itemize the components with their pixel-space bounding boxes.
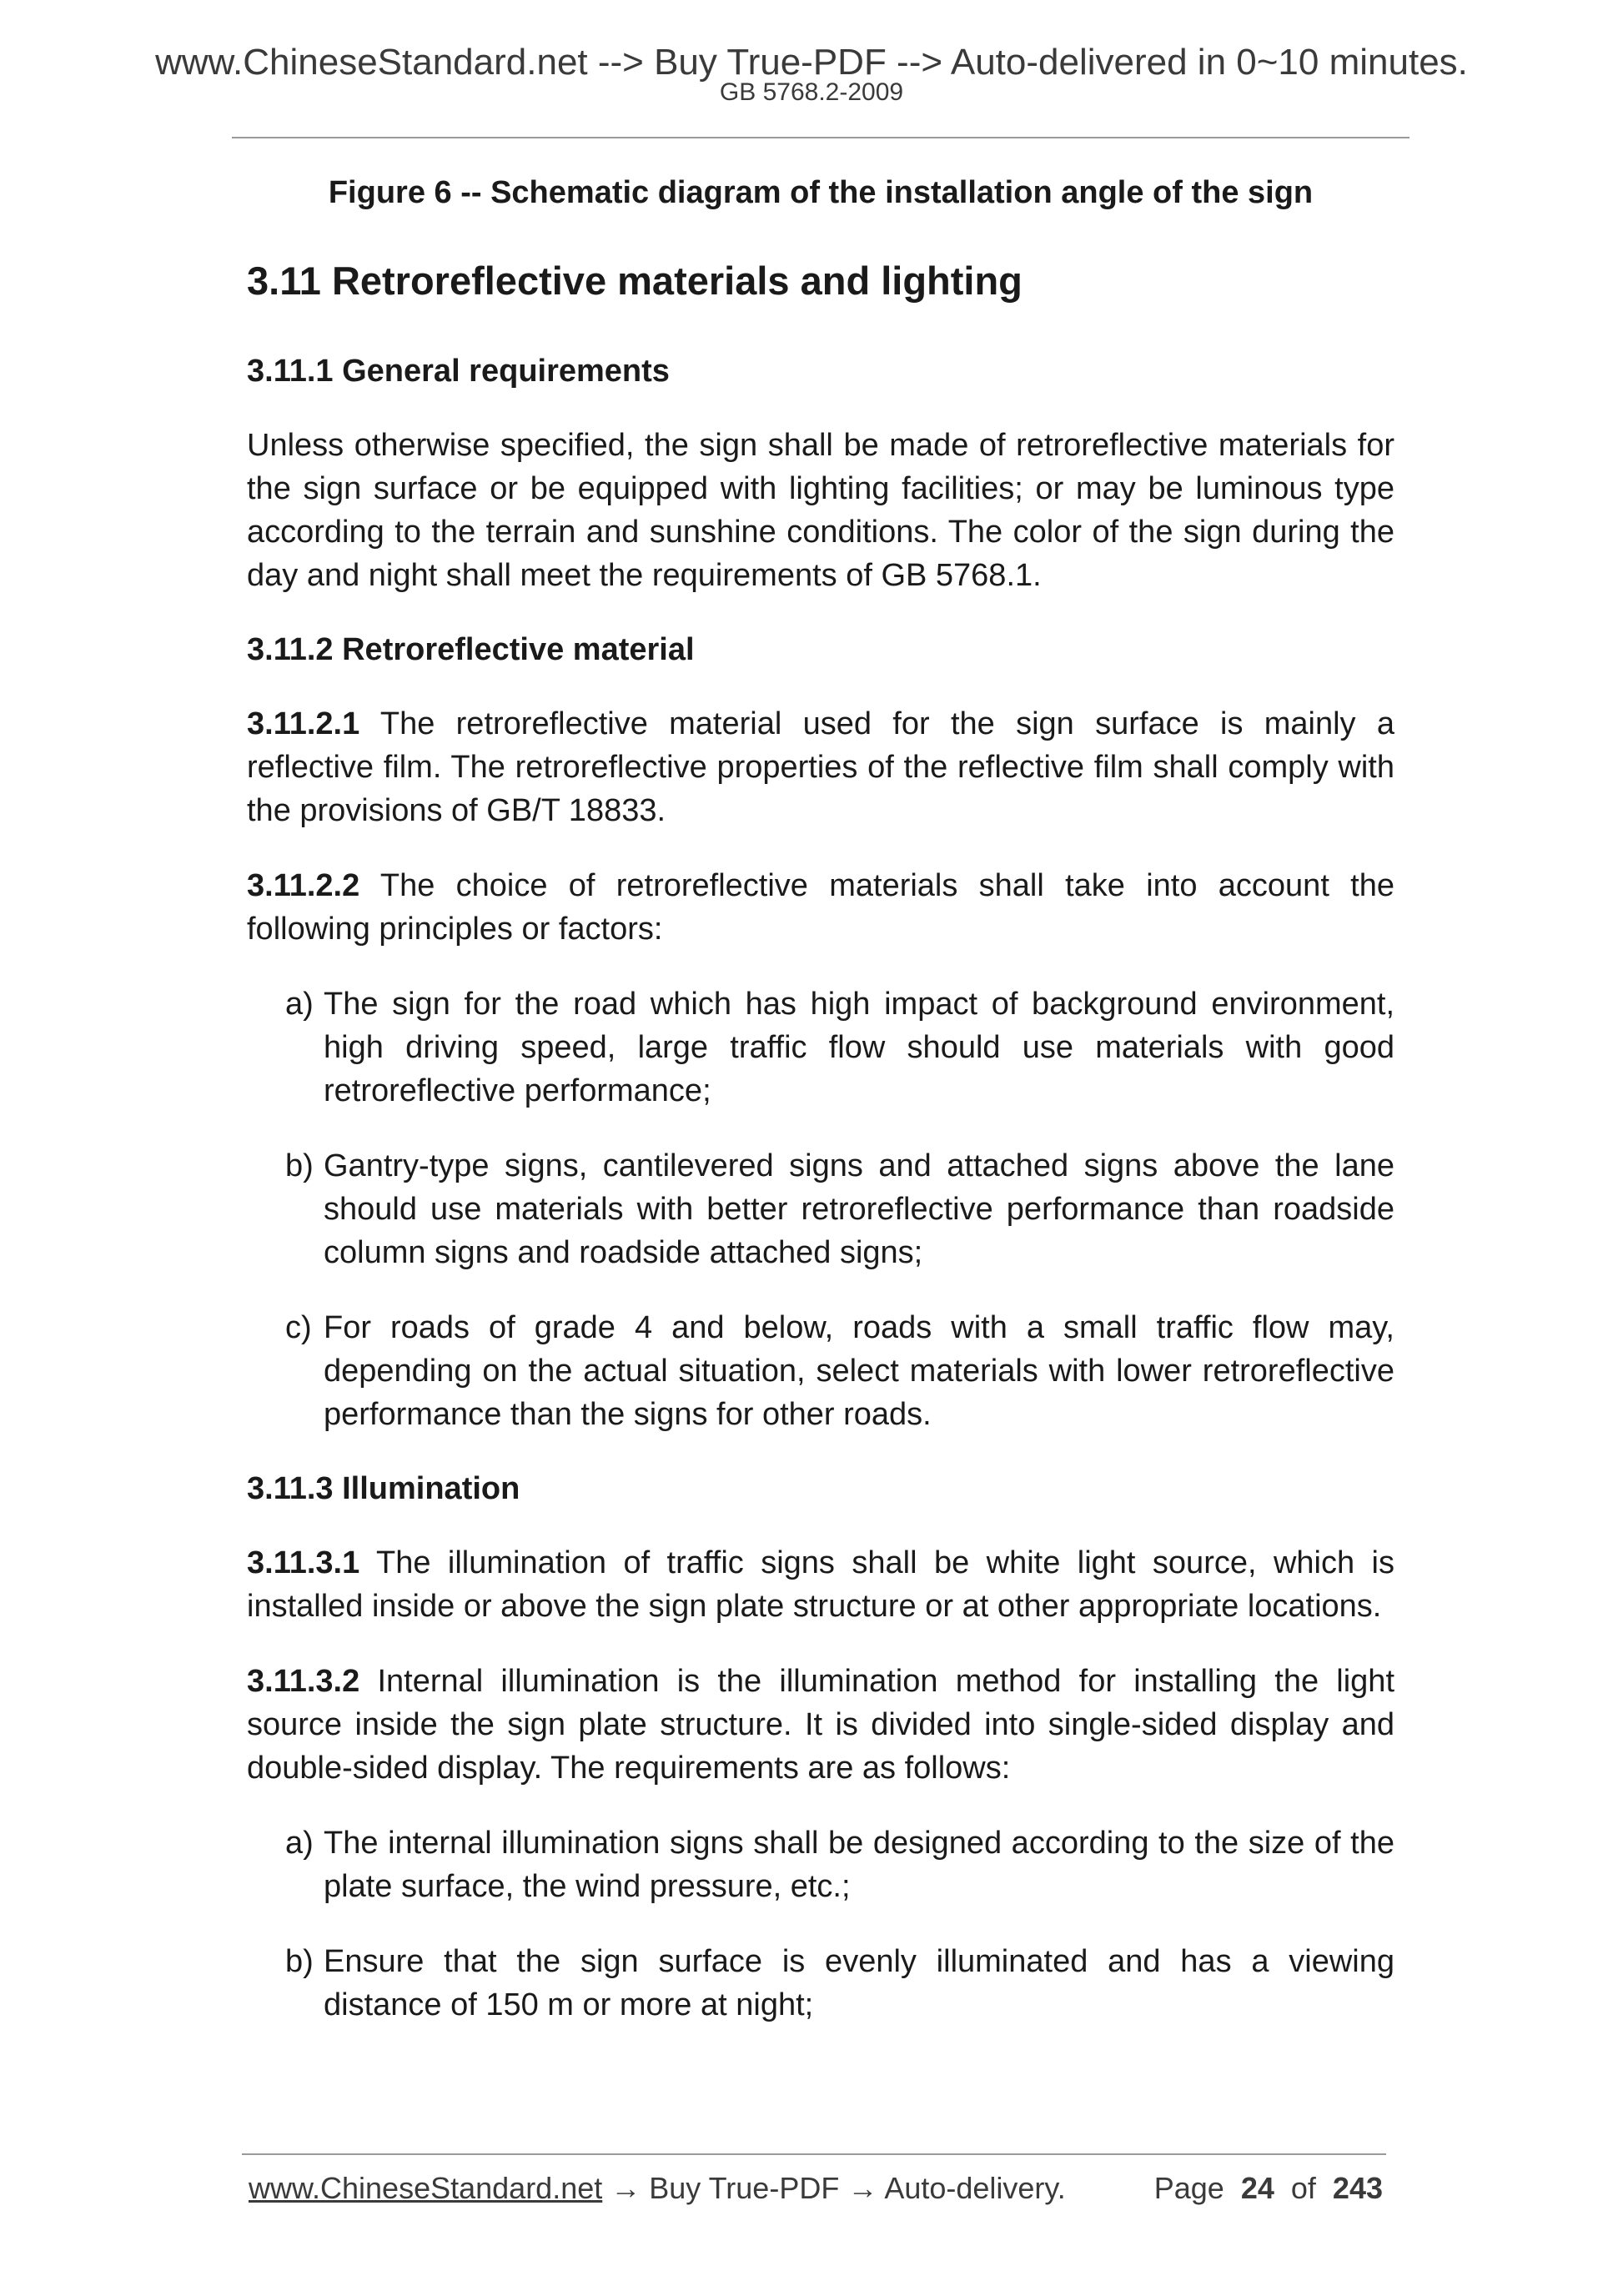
footer-tagline: → Buy True-PDF → Auto-delivery.: [602, 2171, 1066, 2205]
page-number: 24: [1240, 2171, 1274, 2205]
footer-site-link[interactable]: www.ChineseStandard.net: [249, 2171, 603, 2205]
clause-text: The retroreflective material used for the sign surface is mainly a reflective film. The retroreflective properties of the reflective film shall comply with the provisions of GB/T 18833.: [247, 706, 1394, 828]
page-counter: [1154, 2168, 1383, 2208]
clause-number: 3.11.3.1: [247, 1545, 360, 1580]
clause-text: Internal illumination is the illumination method for installing the light source inside the sign plate structure. It is divided into single-sided display and double-sided display. The requirements are as follows:: [247, 1664, 1394, 1786]
clause-3-11-3-1: [247, 1541, 1394, 1628]
general-requirements-text: Unless otherwise specified, the sign shall be made of retroreflective materials for the sign surface or be equipped with lighting facilities; or may be luminous type according to the terrain and sunshine conditions. The color of the sign during the day and night shall meet the requirements of GB 5768.1.: [247, 428, 1394, 593]
clause-3-11-3-2: [247, 1660, 1394, 1790]
list-item-text: Gantry-type signs, cantilevered signs and attached signs above the lane should use materials with better retroreflective performance than roadside column signs and roadside attached signs;: [324, 1148, 1394, 1270]
clause-text: The illumination of traffic signs shall be white light source, which is installed inside or above the sign plate structure or at other appropriate locations.: [247, 1545, 1394, 1624]
retroreflective-material-heading: 3.11.2 Retroreflective material: [247, 632, 695, 667]
list-item: [247, 1306, 1394, 1436]
list-item-text: For roads of grade 4 and below, roads with a small traffic flow may, depending on the actual situation, select materials with lower retroreflective performance than the signs for other roads.: [324, 1310, 1394, 1432]
clause-3-11-2-1: [247, 702, 1394, 832]
figure-caption: Figure 6 -- Schematic diagram of the installation angle of the sign: [328, 175, 1314, 210]
footer-divider: [242, 2153, 1386, 2155]
list-marker: a): [285, 1826, 314, 1861]
clause-number: 3.11.2.1: [247, 706, 360, 741]
list-item-text: The sign for the road which has high impact of background environment, high driving speed, large traffic flow should use materials with good retroreflective performance;: [324, 987, 1394, 1108]
clause-number: 3.11.2.2: [247, 868, 360, 903]
standard-number: GB 5768.2-2009: [719, 78, 904, 106]
list-item: [247, 1940, 1394, 2027]
page-label: Page: [1153, 2171, 1224, 2205]
list-item: [247, 1144, 1394, 1274]
list-marker: a): [285, 987, 314, 1022]
total-pages: 243: [1332, 2171, 1383, 2205]
section-title: 3.11 Retroreflective materials and lighting: [247, 259, 1023, 303]
of-label: of: [1290, 2171, 1316, 2205]
header-banner: www.ChineseStandard.net --> Buy True-PDF --> Auto-delivered in 0~10 minutes.: [155, 42, 1468, 83]
illumination-heading: 3.11.3 Illumination: [247, 1471, 520, 1506]
clause-text: The choice of retroreflective materials shall take into account the following principles or factors:: [247, 868, 1394, 947]
list-marker: b): [285, 1148, 314, 1183]
clause-3-11-2-2: [247, 864, 1394, 951]
list-marker: c): [285, 1310, 312, 1345]
clause-number: 3.11.3.2: [247, 1664, 360, 1699]
list-item-text: The internal illumination signs shall be designed according to the size of the plate surface, the wind pressure, etc.;: [324, 1826, 1394, 1904]
list-marker: b): [285, 1944, 314, 1979]
page-header: [0, 40, 1623, 105]
general-requirements-heading: 3.11.1 General requirements: [247, 354, 670, 389]
list-item-text: Ensure that the sign surface is evenly illuminated and has a viewing distance of 150 m or more at night;: [324, 1944, 1394, 2022]
page-footer: [249, 2168, 1389, 2208]
header-divider: [232, 137, 1409, 138]
document-body: [247, 172, 1394, 2058]
list-item: [247, 982, 1394, 1113]
list-item: [247, 1821, 1394, 1908]
